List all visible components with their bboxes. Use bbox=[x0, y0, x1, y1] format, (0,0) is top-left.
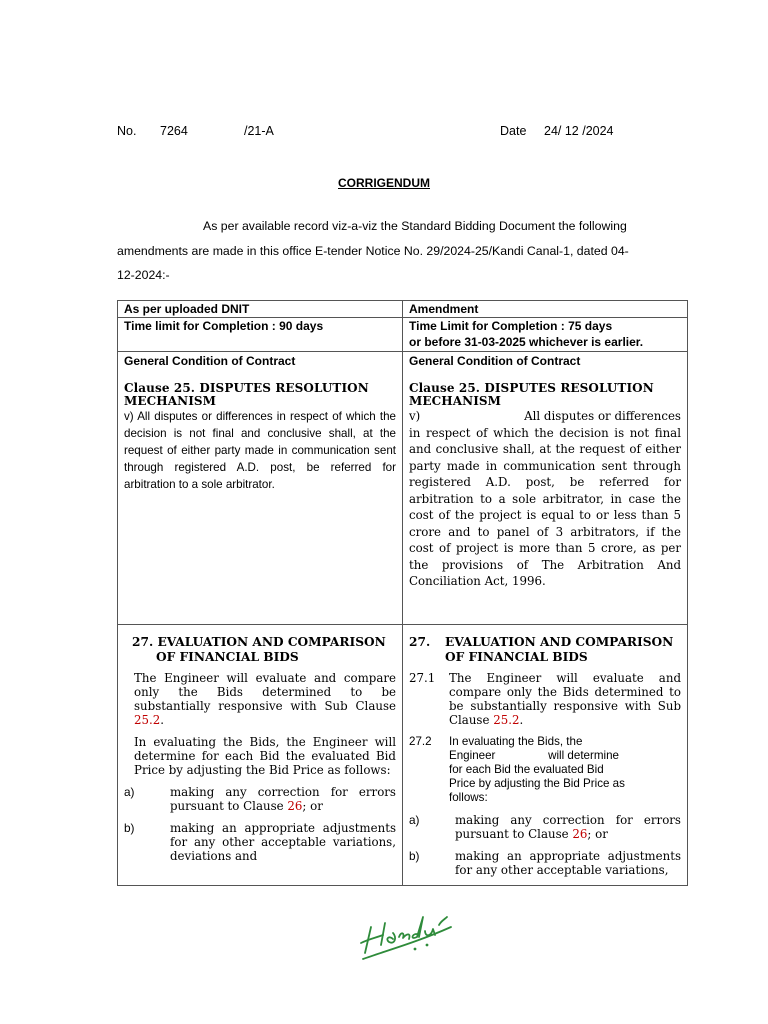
item-a-num-new: a) bbox=[409, 813, 420, 827]
item-b-num-old: b) bbox=[124, 821, 135, 835]
clause27-heading-line1-new: EVALUATION AND COMPARISON bbox=[445, 635, 674, 649]
clause25-heading-line1: Clause 25. DISPUTES RESOLUTION bbox=[124, 381, 369, 395]
ref-no-suffix: /21-A bbox=[244, 124, 274, 138]
clause27-1-new: 27.1 The Engineer will evaluate and compare only the Bids determined to be substantially responsive with Sub Clause 25.2. bbox=[409, 671, 681, 727]
clause27-heading-num-new: 27. bbox=[409, 635, 431, 649]
clause25-v-new: v) bbox=[409, 409, 421, 423]
clause27-para2-old: In evaluating the Bids, the Engineer will determine for each Bid the evaluated Bid Price by adjusting the Bid Price as follows: bbox=[134, 735, 396, 777]
clause25-heading-line1-new: Clause 25. DISPUTES RESOLUTION bbox=[409, 381, 654, 395]
clause25-heading-line2-new: MECHANISM bbox=[409, 394, 502, 408]
clause25-old bbox=[118, 352, 403, 625]
intro-line-3: 12-2024:- bbox=[117, 268, 170, 282]
clause27-old bbox=[118, 625, 403, 886]
clause27-2-num: 27.2 bbox=[409, 735, 432, 748]
intro-paragraph bbox=[117, 214, 652, 288]
clause25-heading-line2: MECHANISM bbox=[124, 394, 217, 408]
item-b-text-new: making an appropriate adjustments for any other acceptable variations, bbox=[455, 849, 681, 877]
table-row-time bbox=[118, 318, 688, 352]
amendment-table bbox=[117, 300, 688, 886]
clause27-1-num: 27.1 bbox=[409, 671, 436, 685]
date-label: Date bbox=[500, 124, 527, 138]
clause27-item-b-new bbox=[409, 849, 681, 877]
clause27-2-line4: Price by adjusting the Bid Price as bbox=[449, 777, 625, 790]
table-header-row bbox=[118, 301, 688, 318]
clause27-item-a-new bbox=[409, 813, 681, 841]
item-a-after-old: ; or bbox=[302, 799, 323, 813]
col-header-dnit: As per uploaded DNIT bbox=[118, 301, 403, 318]
clause27-2-line2 bbox=[449, 749, 619, 763]
clause27-2-new bbox=[409, 735, 681, 805]
clause27-para1-text-old: The Engineer will evaluate and compare only the Bids determined to be substantially responsive with Sub Clause bbox=[134, 671, 396, 713]
clause25-heading-new bbox=[409, 382, 681, 408]
intro-line-2: amendments are made in this office E-tender Notice No. 29/2024-25/Kandi Canal-1, dated 04- bbox=[117, 243, 629, 258]
clause27-2-line3: for each Bid the evaluated Bid bbox=[449, 763, 604, 776]
signature bbox=[355, 905, 465, 965]
gcc-label-new: General Condition of Contract bbox=[409, 354, 581, 368]
clause25-first-line-new bbox=[409, 408, 681, 425]
item-a-num-old: a) bbox=[124, 785, 135, 799]
clause27-heading-line1-old: 27. EVALUATION AND COMPARISON bbox=[132, 635, 386, 649]
time-limit-new-line-1: Time Limit for Completion : 75 days bbox=[409, 319, 613, 333]
clause25-first-text-new: All disputes or differences bbox=[524, 409, 681, 423]
time-limit-new bbox=[403, 318, 688, 352]
clause27-2-line2b: will determine bbox=[548, 749, 619, 762]
time-limit-new-line-2: or before 31-03-2025 whichever is earlier. bbox=[409, 335, 644, 349]
ref-no-label: No. bbox=[117, 124, 137, 138]
clause27-para1-ref-old: 25.2 bbox=[134, 713, 161, 727]
item-a-ref-old: 26 bbox=[287, 799, 303, 813]
clause27-heading-old bbox=[124, 635, 396, 665]
clause25-text-old: v) All disputes or differences in respect of which the decision is not final and conclusive shall, at the request of either party made in communication sent through registered A.D. post, be referred for arbitration to a sole arbitrator. bbox=[124, 410, 396, 491]
document-title: CORRIGENDUM bbox=[338, 176, 430, 190]
item-a-after-new: ; or bbox=[587, 827, 608, 841]
clause25-text-new: in respect of which the decision is not final and conclusive shall, at the request of either party made in communication sent through registered A.D. post, be referred for arbitration to a sole arbitrator, in case the cost of the project is equal to or less than 5 crore and to panel of 3 arbitrators, if the cost of project is more than 5 crore, as per the provisions of The Arbitration And Conciliation Act, 1996. bbox=[409, 425, 681, 588]
clause27-1-text: The Engineer will evaluate and compare only the Bids determined to be substantially responsive with Sub Clause bbox=[449, 671, 681, 727]
col-header-amendment: Amendment bbox=[403, 301, 688, 318]
clause27-heading-line2-old: OF FINANCIAL BIDS bbox=[156, 650, 299, 664]
ref-no-value: 7264 bbox=[160, 124, 188, 138]
clause27-item-a-old bbox=[124, 785, 396, 813]
clause27-para1-old: The Engineer will evaluate and compare only the Bids determined to be substantially responsive with Sub Clause 25.2. bbox=[134, 671, 396, 727]
clause27-heading-line2-new: OF FINANCIAL BIDS bbox=[445, 650, 588, 664]
item-b-num-new: b) bbox=[409, 849, 420, 863]
date-value: 24/ 12 /2024 bbox=[544, 124, 614, 138]
clause25-new bbox=[403, 352, 688, 625]
time-limit-old: Time limit for Completion : 90 days bbox=[118, 318, 403, 352]
clause27-2-line2a: Engineer bbox=[449, 749, 496, 762]
clause27-2-line1: In evaluating the Bids, the bbox=[449, 735, 583, 748]
intro-line-1: As per available record viz-a-viz the Standard Bidding Document the following bbox=[203, 219, 627, 233]
clause25-heading-old bbox=[124, 382, 396, 408]
item-a-text-old: making any correction for errors pursuant to Clause bbox=[170, 785, 396, 813]
table-row-clause25 bbox=[118, 352, 688, 625]
gcc-label-old: General Condition of Contract bbox=[124, 354, 296, 368]
item-a-ref-new: 26 bbox=[572, 827, 588, 841]
clause27-item-b-old bbox=[124, 821, 396, 863]
clause27-2-line5: follows: bbox=[449, 791, 488, 804]
clause27-heading-new bbox=[409, 635, 681, 665]
clause27-1-ref: 25.2 bbox=[493, 713, 520, 727]
table-row-clause27 bbox=[118, 625, 688, 886]
clause27-new bbox=[403, 625, 688, 886]
item-b-text-old: making an appropriate adjustments for any other acceptable variations, deviations and bbox=[170, 821, 396, 863]
item-a-text-new: making any correction for errors pursuant to Clause bbox=[455, 813, 681, 841]
